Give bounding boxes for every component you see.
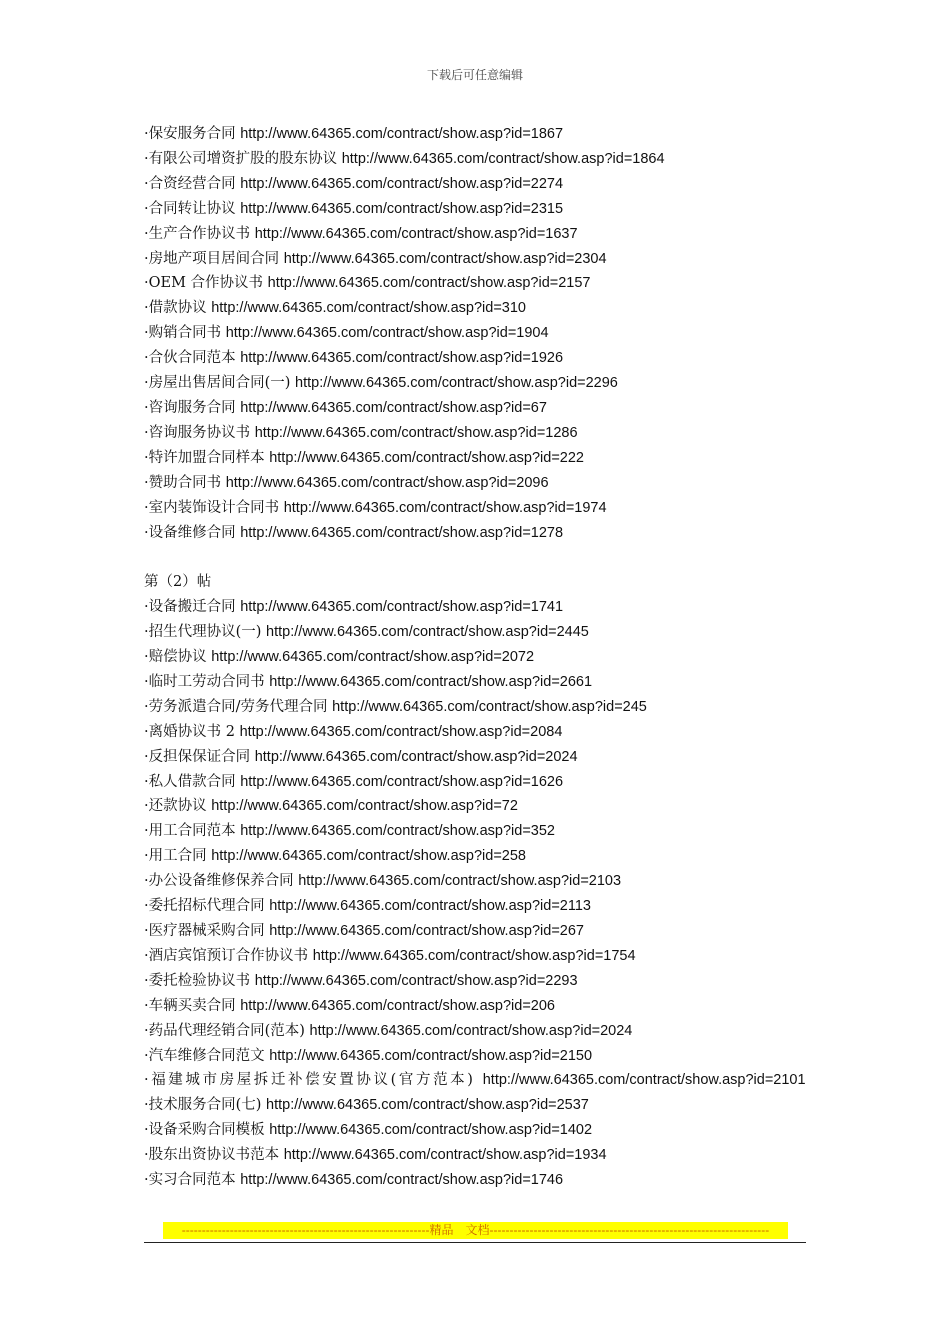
contract-link[interactable]: http://www.64365.com/contract/show.asp?id=2101: [482, 1072, 806, 1089]
contract-name: ·保安服务合同: [144, 126, 241, 142]
contract-list-item: [144, 745, 809, 770]
contract-name: ·药品代理经销合同(范本): [144, 1022, 310, 1039]
contract-name: ·设备采购合同模板: [144, 1122, 270, 1139]
contract-list-item: [144, 894, 809, 919]
contract-list-item: [144, 819, 809, 844]
contract-link[interactable]: http://www.64365.com/contract/show.asp?id=1402: [269, 1122, 593, 1139]
contract-name: ·车辆买卖合同: [144, 997, 241, 1014]
contract-list-item: [144, 222, 809, 247]
contract-list-item: [144, 247, 809, 272]
contract-link[interactable]: http://www.64365.com/contract/show.asp?id=2315: [240, 200, 564, 217]
contract-link[interactable]: http://www.64365.com/contract/show.asp?id=1867: [240, 126, 564, 142]
contract-link[interactable]: http://www.64365.com/contract/show.asp?id=2537: [266, 1097, 589, 1114]
contract-link[interactable]: http://www.64365.com/contract/show.asp?id=1904: [225, 325, 549, 342]
contract-link[interactable]: http://www.64365.com/contract/show.asp?id=352: [240, 823, 555, 840]
contract-link[interactable]: http://www.64365.com/contract/show.asp?id=2274: [240, 175, 564, 192]
contract-link[interactable]: http://www.64365.com/contract/show.asp?id=1934: [283, 1147, 607, 1164]
contract-link[interactable]: http://www.64365.com/contract/show.asp?id=206: [240, 997, 555, 1014]
contract-list-item: [144, 396, 809, 421]
contract-list-item: [144, 620, 809, 645]
contract-link[interactable]: http://www.64365.com/contract/show.asp?id=2296: [295, 375, 618, 392]
contract-name: ·特许加盟合同样本: [144, 449, 270, 466]
document-body: [144, 122, 809, 1193]
contract-link[interactable]: http://www.64365.com/contract/show.asp?id=2157: [267, 275, 591, 292]
contract-list-item: [144, 296, 809, 321]
contract-list-item: [144, 471, 809, 496]
contract-name: ·咨询服务协议书: [144, 424, 255, 441]
contract-list-item: [144, 371, 809, 396]
contract-name: ·赔偿协议: [144, 649, 212, 666]
contract-link[interactable]: http://www.64365.com/contract/show.asp?id=2024: [309, 1022, 633, 1039]
contract-list-item: [144, 147, 809, 172]
contract-list-item: [144, 595, 809, 620]
contract-name: ·技术服务合同(七): [144, 1097, 267, 1114]
contract-list-item: [144, 994, 809, 1019]
contract-link[interactable]: http://www.64365.com/contract/show.asp?id=1741: [240, 599, 564, 616]
contract-list-item: [144, 645, 809, 670]
contract-name: ·OEM 合作协议书: [144, 275, 268, 292]
contract-list-item: [144, 321, 809, 346]
contract-link[interactable]: http://www.64365.com/contract/show.asp?id=2096: [225, 474, 549, 491]
contract-list-item: [144, 794, 809, 819]
contract-list-item: [144, 869, 809, 894]
contract-list-item: [144, 1068, 809, 1093]
contract-link[interactable]: http://www.64365.com/contract/show.asp?id=1746: [240, 1172, 564, 1189]
contract-name: ·合伙合同范本: [144, 350, 241, 367]
contract-link[interactable]: http://www.64365.com/contract/show.asp?id=2293: [254, 972, 578, 989]
contract-name: ·医疗器械采购合同: [144, 922, 270, 939]
contract-list-section-1: [144, 122, 809, 545]
contract-link[interactable]: http://www.64365.com/contract/show.asp?id=310: [211, 300, 526, 317]
contract-name: ·办公设备维修保养合同: [144, 873, 299, 890]
footer-banner: --------------------------------------------------------------精品 文档----------------------------------------------------------------------: [163, 1222, 788, 1239]
contract-name: ·有限公司增资扩股的股东协议: [144, 150, 342, 167]
contract-name: ·福建城市房屋拆迁补偿安置协议(官方范本): [144, 1072, 483, 1089]
contract-list-item: [144, 844, 809, 869]
contract-link[interactable]: http://www.64365.com/contract/show.asp?id=72: [211, 798, 518, 815]
contract-name: ·合同转让协议: [144, 200, 241, 217]
contract-list-section-2: [144, 595, 809, 1193]
contract-link[interactable]: http://www.64365.com/contract/show.asp?id=245: [332, 698, 647, 715]
page-header: 下载后可任意编辑: [426, 68, 523, 82]
contract-name: ·酒店宾馆预订合作协议书: [144, 947, 313, 964]
contract-list-item: [144, 1093, 809, 1118]
contract-list-item: [144, 770, 809, 795]
contract-link[interactable]: http://www.64365.com/contract/show.asp?id=2150: [269, 1047, 593, 1064]
contract-name: ·招生代理协议(一): [144, 624, 267, 641]
blank-line: [144, 545, 809, 570]
contract-list-item: [144, 1019, 809, 1044]
contract-name: ·私人借款合同: [144, 773, 241, 790]
contract-list-item: [144, 670, 809, 695]
contract-link[interactable]: http://www.64365.com/contract/show.asp?id=267: [269, 922, 584, 939]
contract-name: ·劳务派遣合同/劳务代理合同: [144, 698, 333, 715]
contract-list-item: [144, 122, 809, 147]
contract-link[interactable]: http://www.64365.com/contract/show.asp?id=1974: [283, 499, 607, 516]
contract-name: ·委托检验协议书: [144, 972, 255, 989]
contract-list-item: [144, 944, 809, 969]
contract-name: ·咨询服务合同: [144, 399, 241, 416]
contract-link[interactable]: http://www.64365.com/contract/show.asp?id=1926: [240, 350, 564, 367]
contract-name: ·设备搬迁合同: [144, 599, 241, 616]
contract-link[interactable]: http://www.64365.com/contract/show.asp?id=2072: [211, 649, 535, 666]
contract-link[interactable]: http://www.64365.com/contract/show.asp?id=1754: [312, 947, 636, 964]
footer-divider: [144, 1242, 806, 1243]
contract-list-item: [144, 421, 809, 446]
contract-link[interactable]: http://www.64365.com/contract/show.asp?id=2304: [283, 250, 607, 267]
contract-list-item: [144, 271, 809, 296]
contract-list-item: [144, 919, 809, 944]
contract-name: ·赞助合同书: [144, 474, 226, 491]
contract-list-item: [144, 496, 809, 521]
contract-link[interactable]: http://www.64365.com/contract/show.asp?id=1286: [254, 424, 578, 441]
contract-list-item: [144, 521, 809, 546]
contract-name: ·用工合同范本: [144, 823, 241, 840]
contract-link[interactable]: http://www.64365.com/contract/show.asp?id=258: [211, 848, 526, 865]
contract-link[interactable]: http://www.64365.com/contract/show.asp?id=222: [269, 449, 584, 466]
contract-link[interactable]: http://www.64365.com/contract/show.asp?id=67: [240, 399, 547, 416]
contract-name: ·还款协议: [144, 798, 212, 815]
contract-list-item: [144, 969, 809, 994]
contract-name: ·股东出资协议书范本: [144, 1147, 284, 1164]
contract-list-item: [144, 720, 809, 745]
contract-name: ·房屋出售居间合同(一): [144, 375, 296, 392]
contract-link[interactable]: http://www.64365.com/contract/show.asp?id=2113: [269, 898, 591, 915]
contract-name: ·房地产项目居间合同: [144, 250, 284, 267]
contract-list-item: [144, 197, 809, 222]
contract-name: ·用工合同: [144, 848, 212, 865]
contract-list-item: [144, 1168, 809, 1193]
contract-name: ·临时工劳动合同书: [144, 673, 270, 690]
contract-name: ·借款协议: [144, 300, 212, 317]
contract-list-item: [144, 1044, 809, 1069]
contract-list-item: [144, 446, 809, 471]
contract-link[interactable]: http://www.64365.com/contract/show.asp?id=2084: [239, 723, 563, 740]
contract-link[interactable]: http://www.64365.com/contract/show.asp?id=1278: [240, 524, 564, 541]
contract-link[interactable]: http://www.64365.com/contract/show.asp?id=1864: [341, 150, 665, 167]
contract-name: ·离婚协议书 2: [144, 723, 240, 740]
contract-name: ·生产合作协议书: [144, 225, 255, 242]
contract-name: ·合资经营合同: [144, 175, 241, 192]
contract-link[interactable]: http://www.64365.com/contract/show.asp?id=1637: [254, 225, 578, 242]
contract-list-item: [144, 172, 809, 197]
contract-name: ·实习合同范本: [144, 1172, 241, 1189]
section-heading: 第（2）帖: [144, 574, 212, 591]
contract-list-item: [144, 1118, 809, 1143]
contract-list-item: [144, 695, 809, 720]
contract-link[interactable]: http://www.64365.com/contract/show.asp?id=2024: [254, 748, 578, 765]
contract-link[interactable]: http://www.64365.com/contract/show.asp?id=2661: [269, 673, 593, 690]
contract-name: ·委托招标代理合同: [144, 898, 270, 915]
contract-list-item: [144, 346, 809, 371]
contract-name: ·设备维修合同: [144, 524, 241, 541]
contract-name: ·室内装饰设计合同书: [144, 499, 284, 516]
contract-link[interactable]: http://www.64365.com/contract/show.asp?id=2445: [266, 624, 589, 641]
contract-link[interactable]: http://www.64365.com/contract/show.asp?id=2103: [298, 873, 622, 890]
contract-name: ·购销合同书: [144, 325, 226, 342]
contract-list-item: [144, 1143, 809, 1168]
contract-name: ·汽车维修合同范文: [144, 1047, 270, 1064]
contract-link[interactable]: http://www.64365.com/contract/show.asp?id=1626: [240, 773, 564, 790]
contract-name: ·反担保保证合同: [144, 748, 255, 765]
